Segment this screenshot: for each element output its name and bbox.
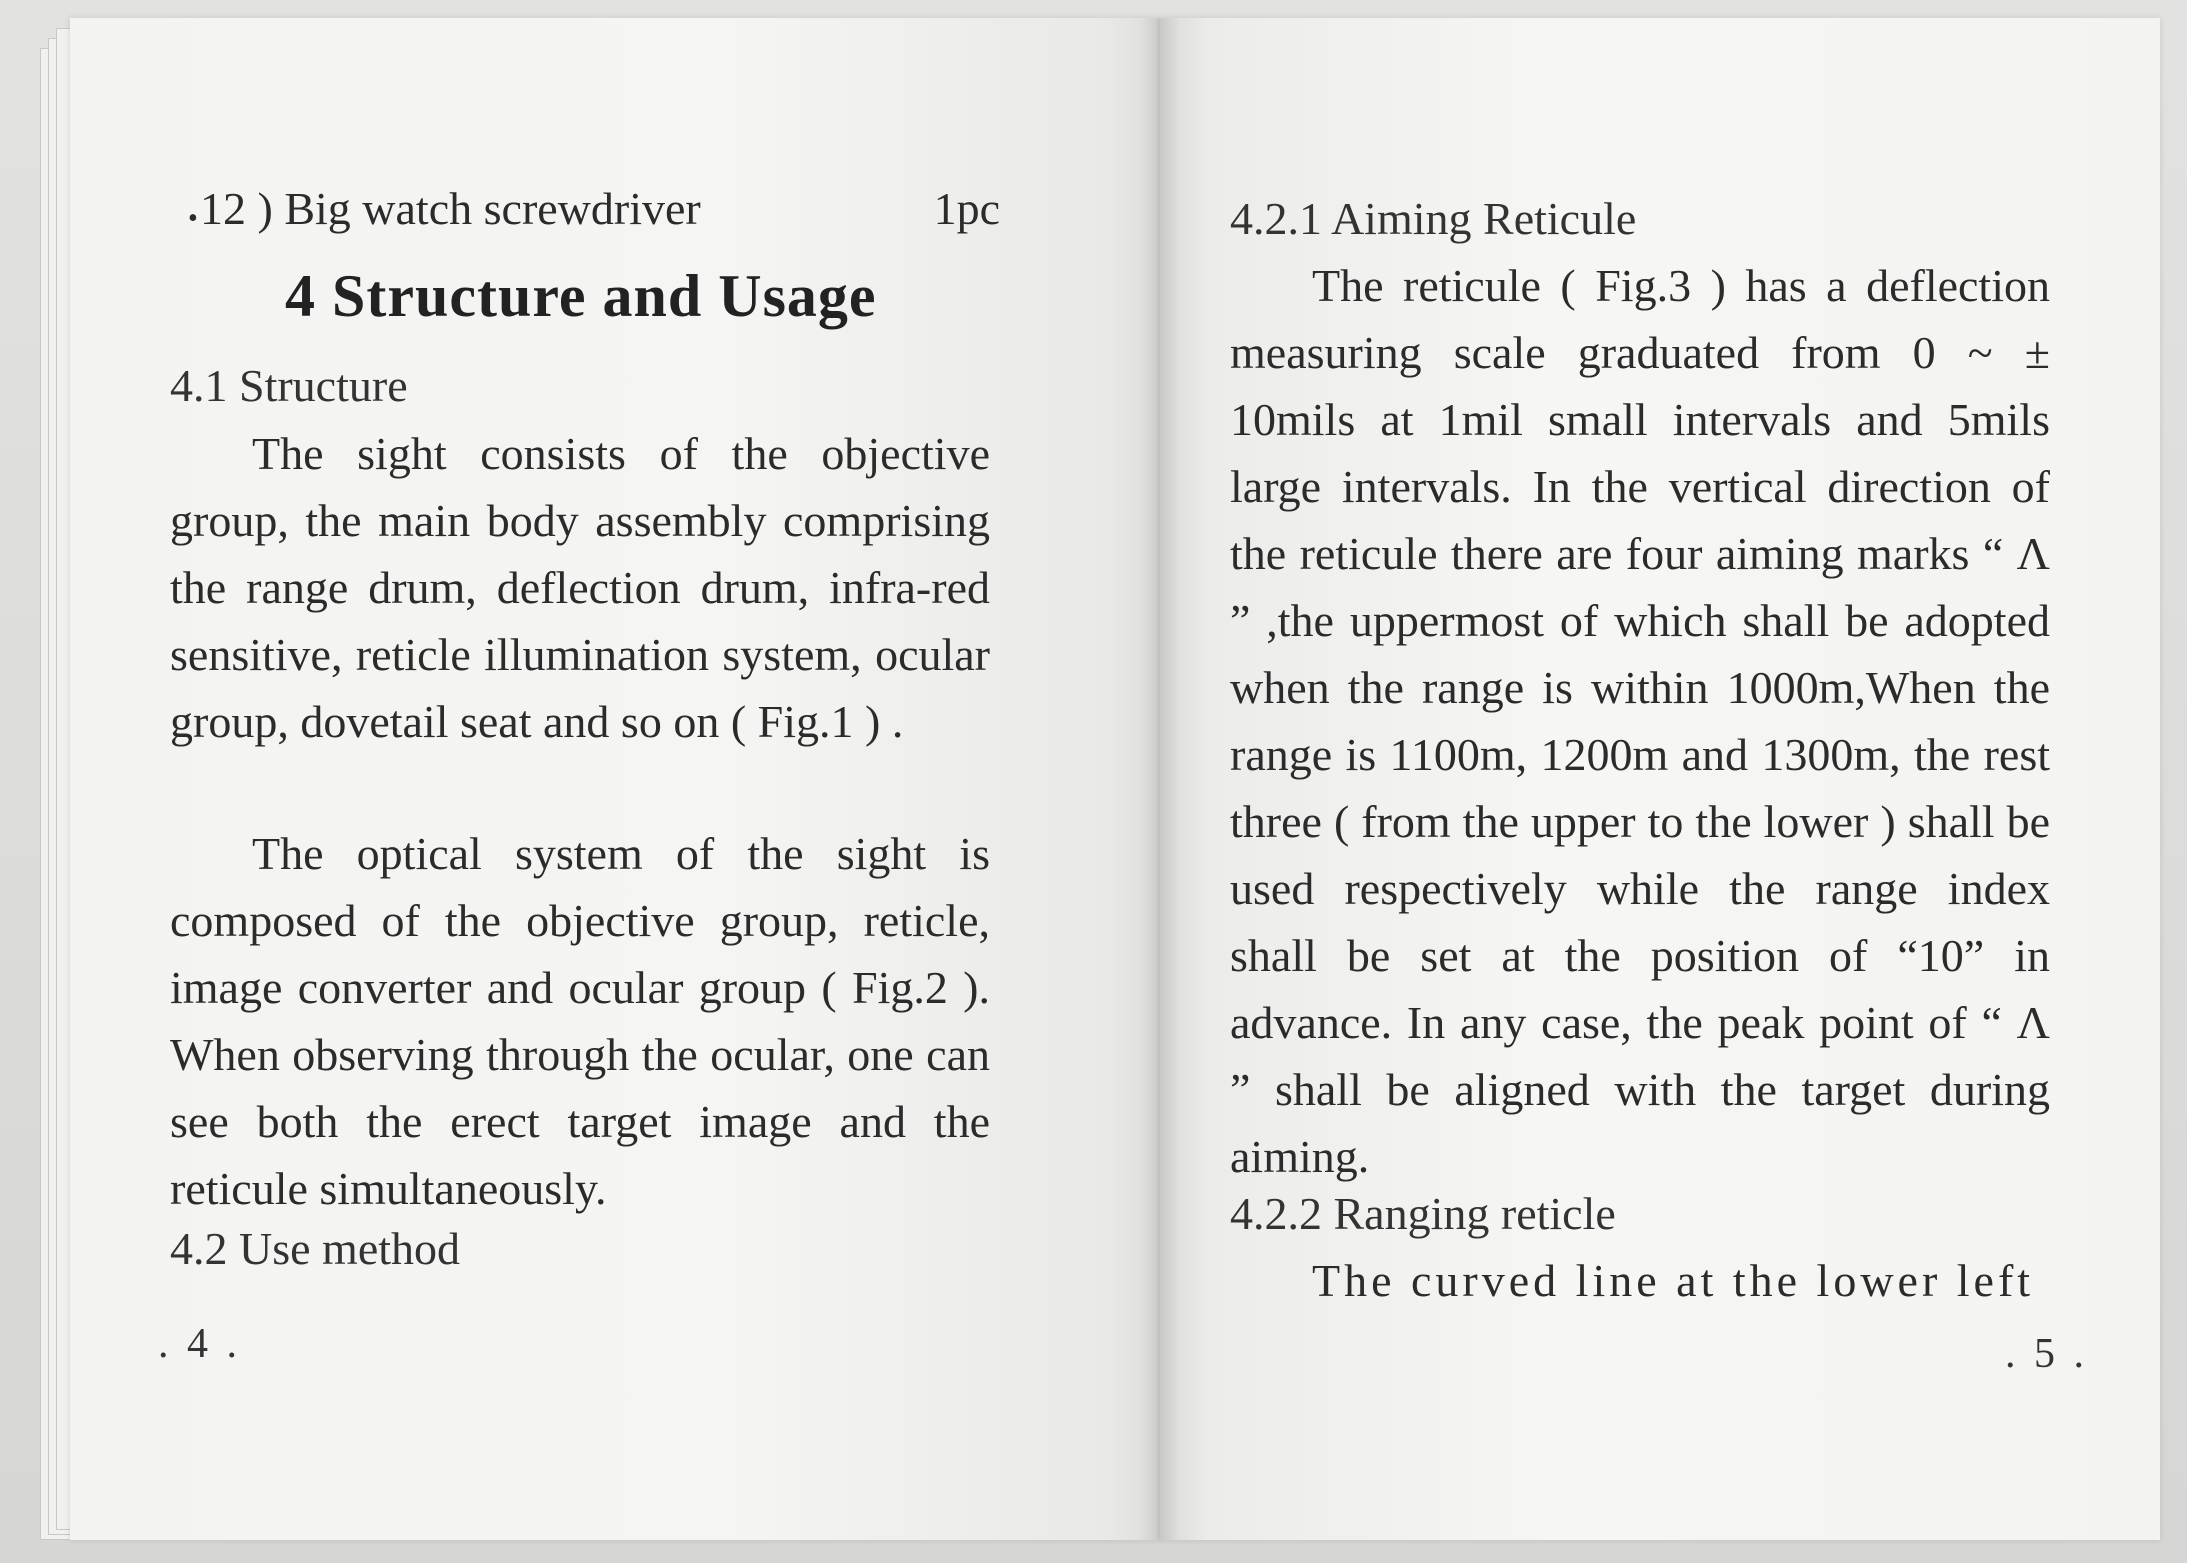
list-item-quantity: 1pc — [933, 183, 1000, 234]
section-heading: 4 Structure and Usage — [285, 263, 877, 329]
paragraph-ranging-reticle: The curved line at the lower left — [1312, 1255, 2035, 1306]
list-item-name: Big watch screwdriver — [284, 183, 701, 234]
subsection-heading-4-2: 4.2 Use method — [170, 1223, 461, 1274]
list-item-text — [200, 175, 701, 242]
paragraph-structure: The sight consists of the objective group, the main body assembly comprising the range drum, deflection drum, infra-red sensitive, reticle illumination system, ocular group, dovetail seat and so on ( Fig.1 ) . — [170, 428, 990, 747]
paragraph-optical-system: The optical system of the sight is composed of the objective group, reticle, image converter and ocular group ( Fig.2 ). When observing through the ocular, one can see both the erect target image and the reticule simultaneously. — [170, 828, 990, 1214]
paragraph-aiming-reticule: The reticule ( Fig.3 ) has a deflection measuring scale graduated from 0 ~ ± 10mils at 1mil small intervals and 5mils large intervals. In the vertical direction of the reticule there are four aiming marks “ Λ ” ,the uppermost of which shall be adopted when the range is within 1000m,When the range is 1100m, 1200m and 1300m, the rest three ( from the upper to the lower ) shall be used respectively while the range index shall be set at the position of “10” in advance. In any case, the peak point of “ Λ ” shall be aligned with the target during aiming. — [1230, 260, 2050, 1182]
page-number-right: . 5 . — [2005, 1331, 2088, 1377]
page-number-left: . 4 . — [158, 1321, 241, 1367]
bullet-mark: • — [188, 203, 198, 234]
tool-list-item — [188, 175, 1000, 242]
left-page — [70, 18, 1160, 1540]
list-item-number: 12 ) — [200, 183, 273, 234]
subsection-heading-4-2-1: 4.2.1 Aiming Reticule — [1230, 193, 1637, 244]
spine-shadow — [1140, 18, 1180, 1540]
subsection-heading-4-1: 4.1 Structure — [170, 360, 408, 411]
subsection-heading-4-2-2: 4.2.2 Ranging reticle — [1230, 1188, 1616, 1239]
